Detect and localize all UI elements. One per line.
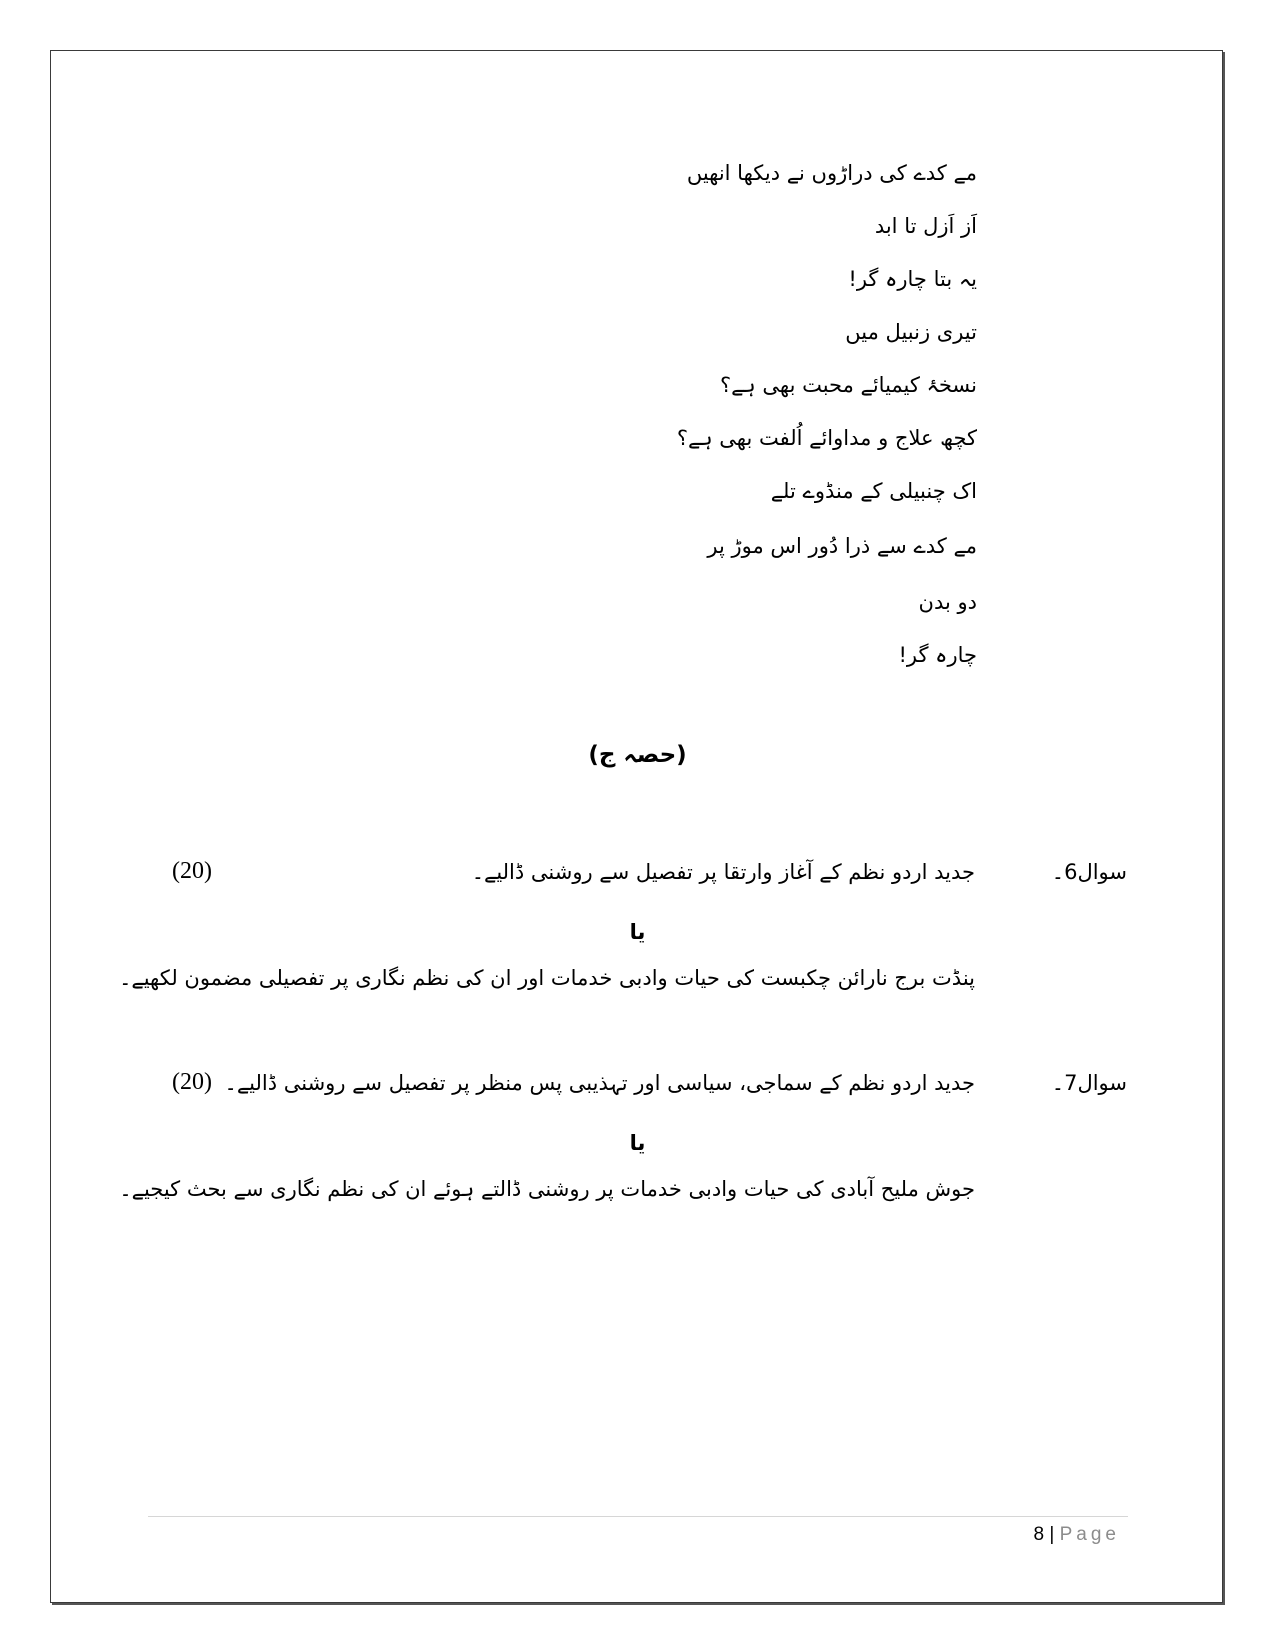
poem-line: نسخۂ کیمیائے محبت بھی ہے؟ [719, 373, 977, 397]
footer-rule [148, 1516, 1128, 1517]
poem-line: کچھ علاج و مداوائے اُلفت بھی ہے؟ [676, 426, 977, 450]
poem-line: مے کدے سے ذرا دُور اس موڑ پر [707, 534, 977, 558]
poem-line: اک چنبیلی کے منڈوے تلے [770, 479, 977, 503]
or-separator: یا [629, 1131, 646, 1155]
question-alternative: جوش ملیح آبادی کی حیات وادبی خدمات پر روشنی ڈالتے ہوئے ان کی نظم نگاری سے بحث کیجیے۔ [119, 1177, 975, 1201]
or-separator: یا [629, 920, 646, 944]
page-footer [1034, 1524, 1120, 1546]
page-border [50, 50, 1223, 1603]
question-marks: (20) [172, 858, 212, 884]
poem-line: یہ بتا چارہ گر! [848, 267, 977, 291]
footer-separator: | [1049, 1524, 1055, 1545]
poem-line: اَز اَزل تا ابد [874, 214, 977, 238]
question-label: سوال6۔ [1051, 860, 1127, 884]
page-word: Page [1059, 1524, 1120, 1545]
poem-line: دو بدن [918, 590, 977, 614]
question-text: جدید اردو نظم کے آغاز وارتقا پر تفصیل سے روشنی ڈالیے۔ [471, 860, 975, 884]
poem-line: مے کدے کی دراڑوں نے دیکھا انھیں [686, 161, 977, 185]
question-alternative: پنڈت برج نارائن چکبست کی حیات وادبی خدمات اور ان کی نظم نگاری پر تفصیلی مضمون لکھیے۔ [119, 966, 975, 990]
question-marks: (20) [172, 1069, 212, 1095]
poem-line: چارہ گر! [898, 643, 977, 667]
section-heading: (حصہ ج) [588, 742, 687, 768]
poem-line: تیری زنبیل میں [845, 320, 977, 344]
question-label: سوال7۔ [1051, 1071, 1127, 1095]
page-number: 8 [1033, 1524, 1045, 1545]
question-text: جدید اردو نظم کے سماجی، سیاسی اور تہذیبی پس منظر پر تفصیل سے روشنی ڈالیے۔ [224, 1071, 975, 1095]
